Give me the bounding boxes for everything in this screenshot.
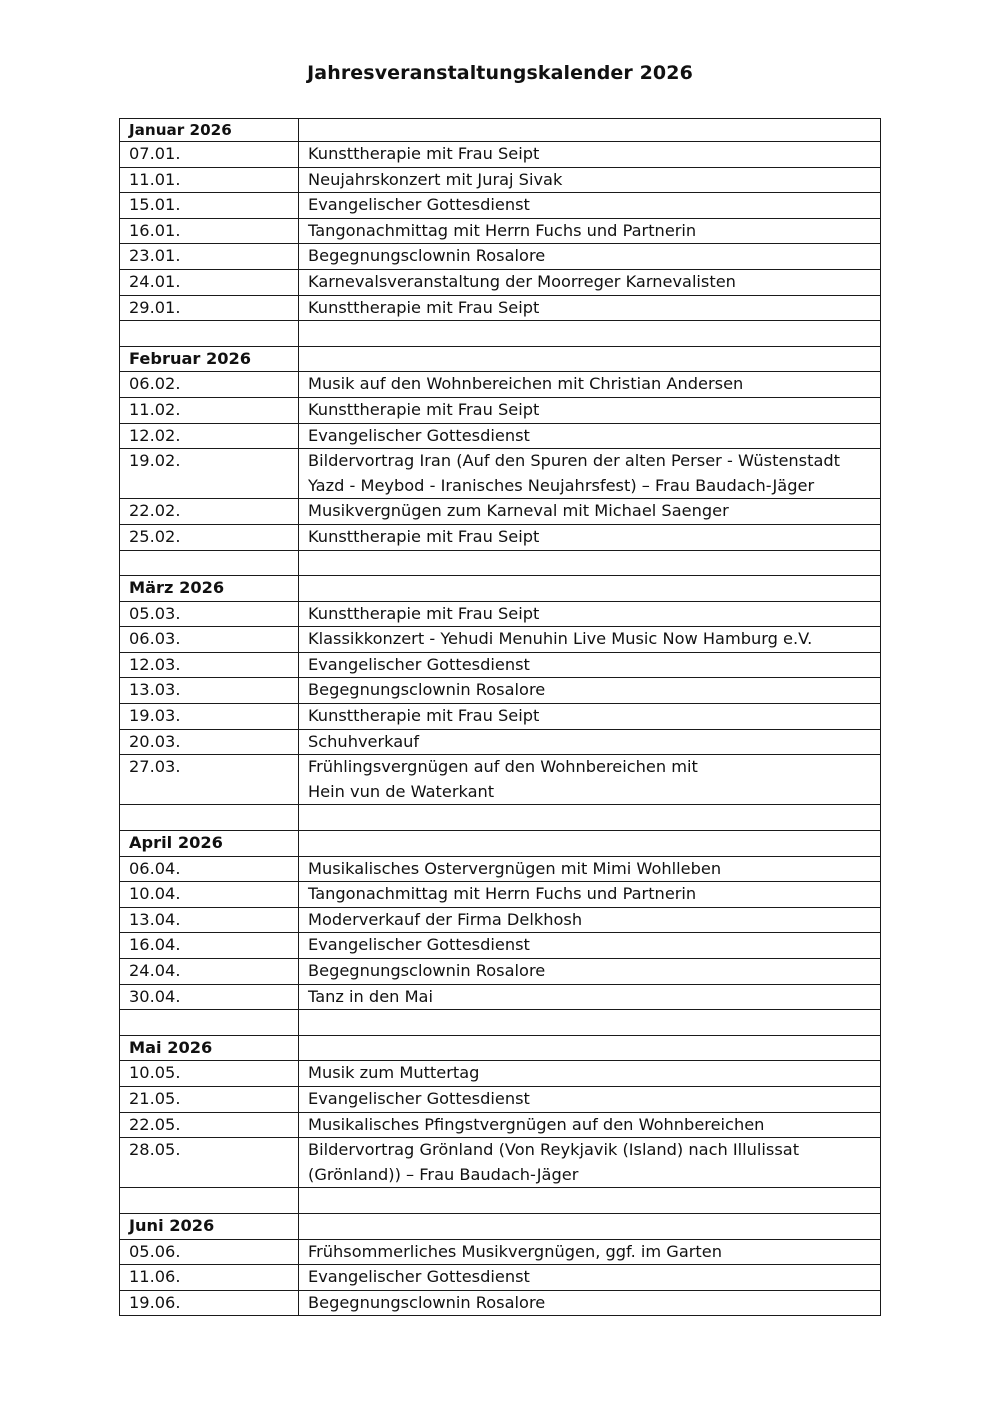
event-date: 12.03. xyxy=(120,652,299,678)
event-date: 15.01. xyxy=(120,193,299,219)
month-label: Februar 2026 xyxy=(120,346,299,372)
event-date: 22.05. xyxy=(120,1112,299,1138)
month-label: Januar 2026 xyxy=(120,119,299,142)
event-title xyxy=(299,397,881,423)
event-title-line: Frühsommerliches Musikvergnügen, ggf. im Garten xyxy=(308,1241,722,1261)
spacer-cell xyxy=(299,550,881,576)
event-row xyxy=(120,1290,881,1316)
event-row xyxy=(120,372,881,398)
event-date: 16.04. xyxy=(120,933,299,959)
event-row xyxy=(120,193,881,219)
event-date: 22.02. xyxy=(120,499,299,525)
event-row xyxy=(120,882,881,908)
event-title-line: Kunsttherapie mit Frau Seipt xyxy=(308,297,540,317)
event-date: 21.05. xyxy=(120,1086,299,1112)
event-title xyxy=(299,167,881,193)
month-header-row xyxy=(120,1035,881,1061)
event-date: 19.02. xyxy=(120,449,299,499)
event-row xyxy=(120,678,881,704)
spacer-cell xyxy=(120,805,299,831)
event-date: 16.01. xyxy=(120,218,299,244)
event-title xyxy=(299,295,881,321)
event-title xyxy=(299,755,881,805)
event-row xyxy=(120,269,881,295)
event-title-line: Musik auf den Wohnbereichen mit Christian Andersen xyxy=(308,374,744,394)
event-title xyxy=(299,984,881,1010)
event-title xyxy=(299,1138,881,1188)
event-title xyxy=(299,1265,881,1291)
event-row xyxy=(120,244,881,270)
event-title-line: Hein vun de Waterkant xyxy=(308,781,495,801)
event-date: 11.01. xyxy=(120,167,299,193)
spacer-cell xyxy=(120,1188,299,1214)
event-date: 25.02. xyxy=(120,524,299,550)
event-title-line: Klassikkonzert - Yehudi Menuhin Live Music Now Hamburg e.V. xyxy=(308,629,813,649)
event-title-line: Begegnungsclownin Rosalore xyxy=(308,1292,546,1312)
spacer-cell xyxy=(120,1010,299,1036)
event-row xyxy=(120,142,881,168)
event-row xyxy=(120,1086,881,1112)
event-title xyxy=(299,882,881,908)
month-header-empty-cell xyxy=(299,1213,881,1239)
spacer-row xyxy=(120,805,881,831)
event-row xyxy=(120,1061,881,1087)
spacer-row xyxy=(120,550,881,576)
spacer-cell xyxy=(120,550,299,576)
event-date: 05.03. xyxy=(120,601,299,627)
event-title xyxy=(299,524,881,550)
event-row xyxy=(120,652,881,678)
event-date: 28.05. xyxy=(120,1138,299,1188)
event-date: 23.01. xyxy=(120,244,299,270)
event-title-line: Begegnungsclownin Rosalore xyxy=(308,680,546,700)
month-header-empty-cell xyxy=(299,346,881,372)
event-row xyxy=(120,397,881,423)
event-title xyxy=(299,959,881,985)
calendar-body xyxy=(120,119,881,1316)
spacer-row xyxy=(120,1188,881,1214)
month-label: Juni 2026 xyxy=(120,1213,299,1239)
event-row xyxy=(120,524,881,550)
event-row xyxy=(120,984,881,1010)
event-title xyxy=(299,652,881,678)
month-header-row xyxy=(120,119,881,142)
event-title xyxy=(299,269,881,295)
event-title-line: Frühlingsvergnügen auf den Wohnbereichen mit xyxy=(308,757,698,777)
event-title-line: Schuhverkauf xyxy=(308,731,420,751)
event-title xyxy=(299,1290,881,1316)
event-row xyxy=(120,755,881,805)
event-title xyxy=(299,704,881,730)
event-title xyxy=(299,601,881,627)
event-title-line: Tangonachmittag mit Herrn Fuchs und Partnerin xyxy=(308,220,697,240)
event-title-line: Kunsttherapie mit Frau Seipt xyxy=(308,399,540,419)
event-title xyxy=(299,1112,881,1138)
month-label: Mai 2026 xyxy=(120,1035,299,1061)
spacer-cell xyxy=(120,321,299,347)
event-title xyxy=(299,499,881,525)
event-date: 29.01. xyxy=(120,295,299,321)
spacer-cell xyxy=(299,1188,881,1214)
event-title-line: Kunsttherapie mit Frau Seipt xyxy=(308,526,540,546)
event-row xyxy=(120,729,881,755)
event-title-line: Begegnungsclownin Rosalore xyxy=(308,961,546,980)
month-header-row xyxy=(120,831,881,857)
event-title xyxy=(299,423,881,449)
event-date: 06.03. xyxy=(120,627,299,653)
event-row xyxy=(120,1239,881,1265)
month-label: März 2026 xyxy=(120,576,299,602)
event-title xyxy=(299,449,881,499)
event-row xyxy=(120,704,881,730)
event-row xyxy=(120,1265,881,1291)
event-title xyxy=(299,244,881,270)
month-header-row xyxy=(120,346,881,372)
event-title-line: Evangelischer Gottesdienst xyxy=(308,654,530,674)
month-header-row xyxy=(120,1213,881,1239)
event-title-line: Bildervortrag Grönland (Von Reykjavik (Island) nach Illulissat xyxy=(308,1140,800,1160)
event-title-line: Musikalisches Pfingstvergnügen auf den Wohnbereichen xyxy=(308,1114,765,1134)
event-row xyxy=(120,499,881,525)
event-date: 10.05. xyxy=(120,1061,299,1087)
event-title-line: Musik zum Muttertag xyxy=(308,1063,480,1083)
event-date: 11.02. xyxy=(120,397,299,423)
event-row xyxy=(120,933,881,959)
event-title xyxy=(299,856,881,882)
event-title-line: Neujahrskonzert mit Juraj Sivak xyxy=(308,169,563,189)
event-row xyxy=(120,218,881,244)
event-row xyxy=(120,959,881,985)
event-title xyxy=(299,1239,881,1265)
event-date: 27.03. xyxy=(120,755,299,805)
event-date: 24.01. xyxy=(120,269,299,295)
event-date: 30.04. xyxy=(120,984,299,1010)
event-title-line: Evangelischer Gottesdienst xyxy=(308,425,530,445)
event-date: 19.03. xyxy=(120,704,299,730)
month-header-empty-cell xyxy=(299,576,881,602)
event-title xyxy=(299,142,881,168)
event-title-line: Kunsttherapie mit Frau Seipt xyxy=(308,603,540,623)
event-date: 13.04. xyxy=(120,907,299,933)
event-title xyxy=(299,193,881,219)
event-row xyxy=(120,627,881,653)
event-title xyxy=(299,933,881,959)
event-date: 20.03. xyxy=(120,729,299,755)
spacer-cell xyxy=(299,805,881,831)
event-title-line: Musikvergnügen zum Karneval mit Michael Saenger xyxy=(308,501,729,521)
event-title-line: Moderverkauf der Firma Delkhosh xyxy=(308,909,583,929)
event-date: 11.06. xyxy=(120,1265,299,1291)
event-row xyxy=(120,167,881,193)
event-title-line: Yazd - Meybod - Iranisches Neujahrsfest) – Frau Baudach-Jäger xyxy=(308,475,815,495)
spacer-row xyxy=(120,1010,881,1036)
event-title xyxy=(299,1061,881,1087)
event-title-line: Tangonachmittag mit Herrn Fuchs und Partnerin xyxy=(308,884,697,904)
event-title-line: Evangelischer Gottesdienst xyxy=(308,195,530,215)
event-row xyxy=(120,856,881,882)
event-title-line: Evangelischer Gottesdienst xyxy=(308,1267,530,1287)
spacer-cell xyxy=(299,1010,881,1036)
event-title-line: Musikalisches Ostervergnügen mit Mimi Wohlleben xyxy=(308,858,722,878)
event-date: 06.04. xyxy=(120,856,299,882)
event-title-line: Kunsttherapie mit Frau Seipt xyxy=(308,144,540,163)
event-title-line: (Grönland)) – Frau Baudach-Jäger xyxy=(308,1164,579,1184)
event-row xyxy=(120,601,881,627)
event-date: 12.02. xyxy=(120,423,299,449)
page-title: Jahresveranstaltungskalender 2026 xyxy=(307,62,693,84)
event-title xyxy=(299,372,881,398)
event-title xyxy=(299,1086,881,1112)
event-row xyxy=(120,295,881,321)
spacer-row xyxy=(120,321,881,347)
event-title xyxy=(299,218,881,244)
event-title xyxy=(299,907,881,933)
event-title-line: Kunsttherapie mit Frau Seipt xyxy=(308,706,540,726)
event-row xyxy=(120,907,881,933)
event-title-line: Evangelischer Gottesdienst xyxy=(308,935,530,955)
event-date: 05.06. xyxy=(120,1239,299,1265)
month-header-row xyxy=(120,576,881,602)
month-label: April 2026 xyxy=(120,831,299,857)
spacer-cell xyxy=(299,321,881,347)
event-row xyxy=(120,449,881,499)
event-date: 07.01. xyxy=(120,142,299,168)
event-title xyxy=(299,678,881,704)
event-title-line: Karnevalsveranstaltung der Moorreger Karnevalisten xyxy=(308,271,736,291)
event-date: 24.04. xyxy=(120,959,299,985)
event-row xyxy=(120,1138,881,1188)
event-row xyxy=(120,423,881,449)
event-title-line: Evangelischer Gottesdienst xyxy=(308,1088,530,1108)
event-title-line: Begegnungsclownin Rosalore xyxy=(308,246,546,266)
event-date: 19.06. xyxy=(120,1290,299,1316)
event-row xyxy=(120,1112,881,1138)
event-date: 10.04. xyxy=(120,882,299,908)
event-calendar-table xyxy=(119,118,881,1316)
event-date: 06.02. xyxy=(120,372,299,398)
event-title xyxy=(299,729,881,755)
event-title-line: Tanz in den Mai xyxy=(308,986,433,1006)
event-title-line: Bildervortrag Iran (Auf den Spuren der alten Perser - Wüstenstadt xyxy=(308,451,840,471)
event-title xyxy=(299,627,881,653)
month-header-empty-cell xyxy=(299,1035,881,1061)
event-date: 13.03. xyxy=(120,678,299,704)
month-header-empty-cell xyxy=(299,831,881,857)
month-header-empty-cell xyxy=(299,119,881,142)
